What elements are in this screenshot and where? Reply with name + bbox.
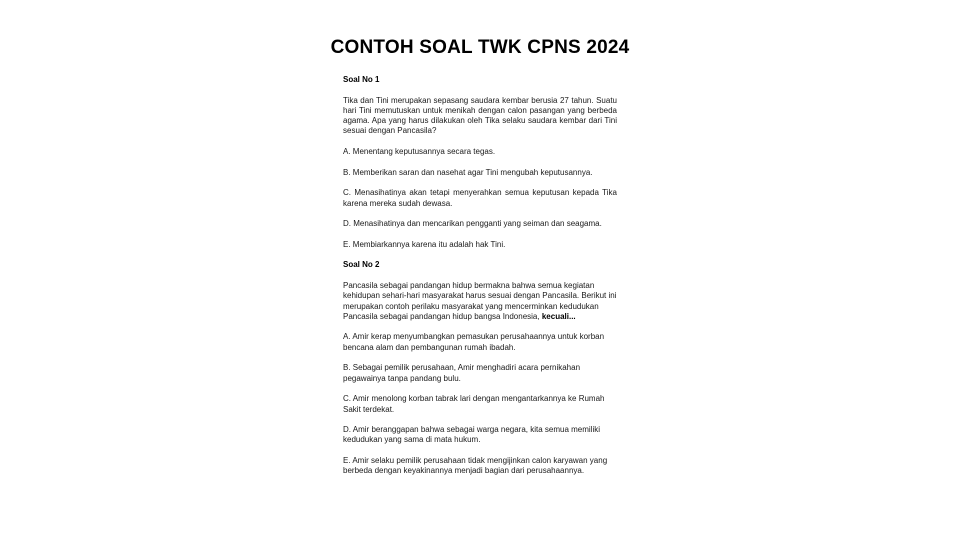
question-1-option-e: E. Membiarkannya karena itu adalah hak Tini. [343, 239, 506, 249]
question-1-heading: Soal No 1 [343, 75, 380, 84]
question-column [343, 75, 617, 487]
question-1-text: Tika dan Tini merupakan sepasang saudara kembar berusia 27 tahun. Suatu hari Tini memutuskan untuk menikah dengan calon pasangan yang berbeda agama. Apa yang harus dilakukan oleh Tika selaku saudara kembar dari Tini sesuai dengan Pancasila? [343, 95, 617, 136]
question-2-option-e: E. Amir selaku pemilik perusahaan tidak mengijinkan calon karyawan yang berbeda dengan keyakinannya menjadi bagian dari perusahaannya. [343, 455, 608, 476]
page-title: CONTOH SOAL TWK CPNS 2024 [330, 37, 630, 58]
question-1-option-b: B. Memberikan saran dan nasehat agar Tini mengubah keputusannya. [343, 167, 593, 177]
question-1-option-c: C. Menasihatinya akan tetapi menyerahkan semua keputusan kepada Tika karena mereka sudah dewasa. [343, 188, 617, 208]
question-2-text-body: Pancasila sebagai pandangan hidup bermakna bahwa semua kegiatan kehidupan sehari-hari masyarakat harus sesuai dengan Pancasila. Berikut ini merupakan contoh perilaku masyarakat yang mencerminkan kedudukan Pancasila sebagai pandangan hidup bangsa Indonesia, [343, 280, 617, 321]
question-2-heading: Soal No 2 [343, 260, 380, 270]
question-2-emphasis: kecuali... [541, 311, 576, 321]
question-2-option-c: C. Amir menolong korban tabrak lari dengan mengantarkannya ke Rumah Sakit terdekat. [343, 394, 605, 414]
question-2-text [343, 281, 617, 322]
question-2-option-a: A. Amir kerap menyumbangkan pemasukan perusahaannya untuk korban bencana alam dan pembangunan rumah ibadah. [343, 332, 605, 352]
question-2-option-b: B. Sebagai pemilik perusahaan, Amir menghadiri acara pernikahan pegawainya tanpa pandang bulu. [343, 363, 581, 383]
question-2-option-d: D. Amir beranggapan bahwa sebagai warga negara, kita semua memiliki kedudukan yang sama di mata hukum. [343, 425, 601, 445]
question-1-option-d: D. Menasihatinya dan mencarikan pengganti yang seiman dan seagama. [343, 219, 602, 229]
question-1-option-a: A. Menentang keputusannya secara tegas. [343, 147, 496, 157]
